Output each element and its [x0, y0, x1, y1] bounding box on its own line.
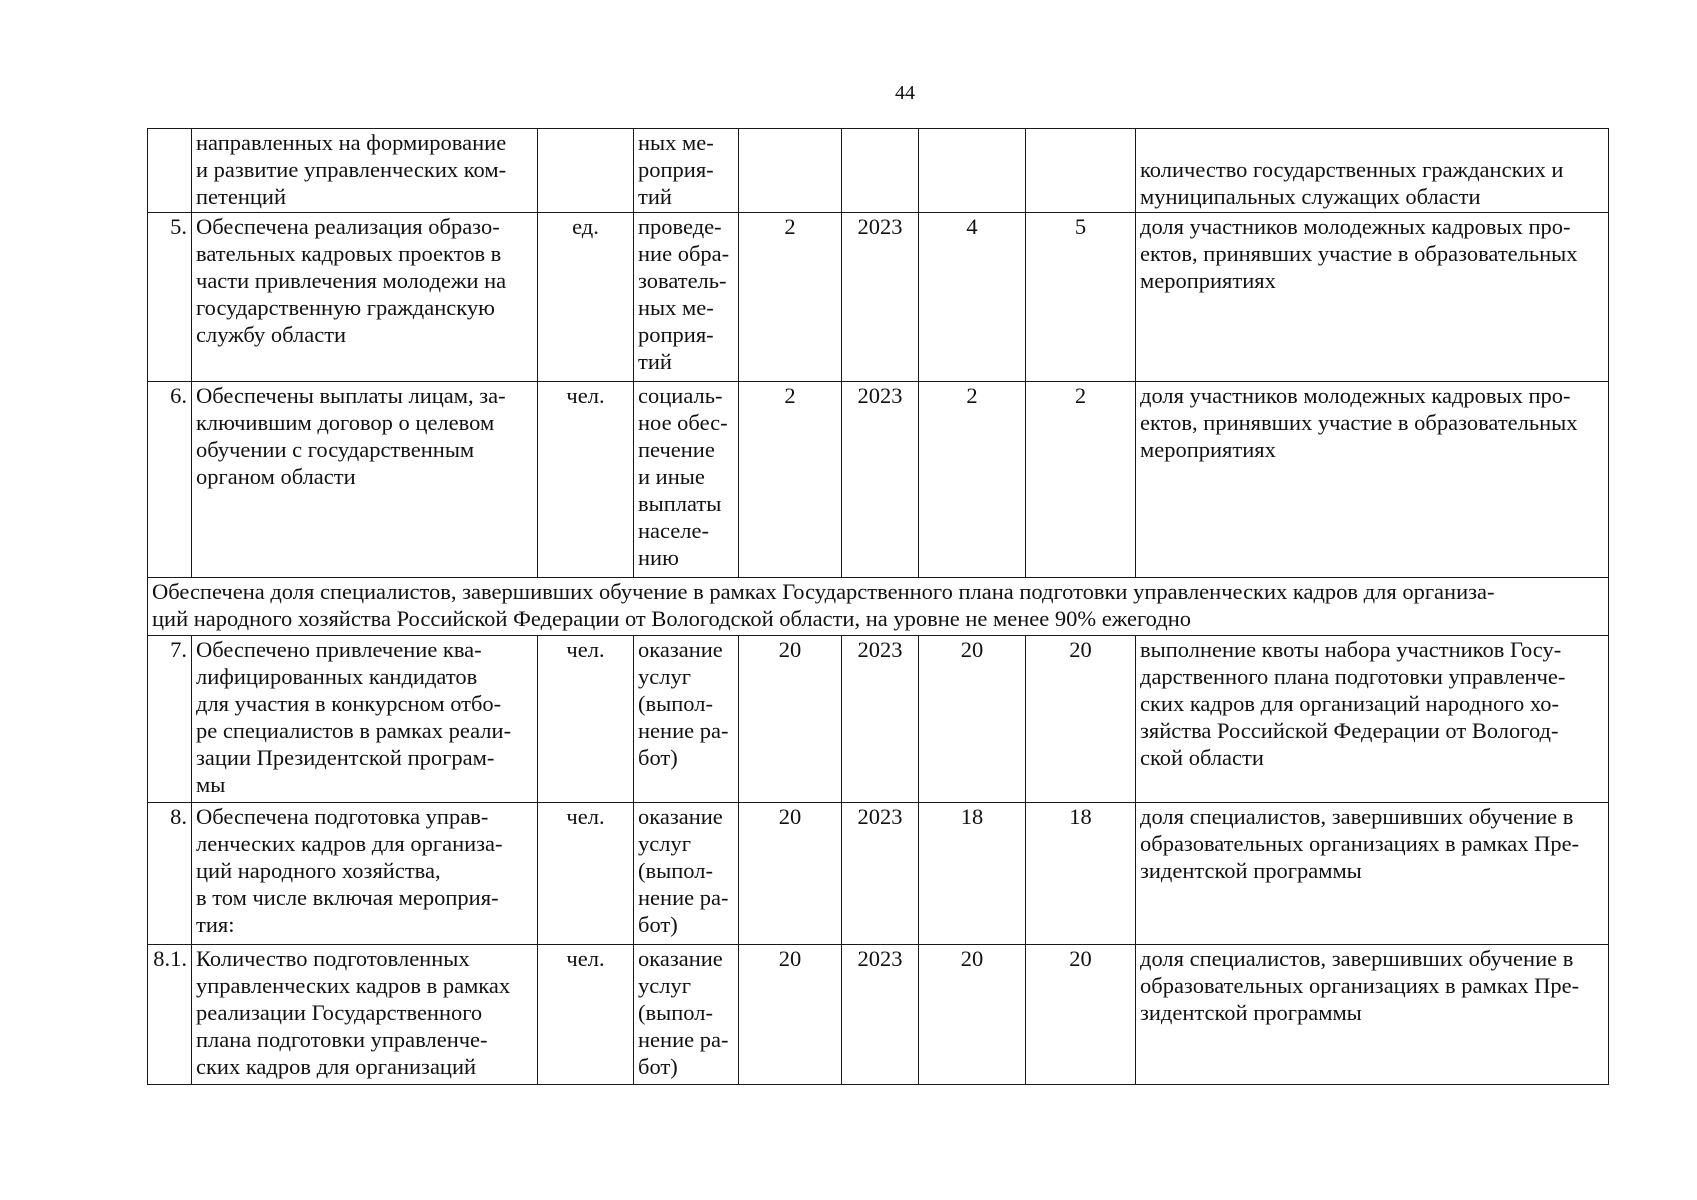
task-name: Обеспечена реализация образо- вательных кадровых проектов в части привлечения молодежи на государственную гражданскую службу области [192, 213, 538, 382]
row-number [148, 129, 192, 213]
unit-cell: чел. [538, 945, 634, 1085]
indicator-link: доля специалистов, завершивших обучение в образовательных организациях в рамках Пре- зидентской программы [1136, 945, 1609, 1085]
indicator-link: доля специалистов, завершивших обучение в образовательных организациях в рамках Пре- зидентской программы [1136, 803, 1609, 945]
base-value: 20 [739, 636, 842, 803]
target-value-2: 18 [1026, 803, 1136, 945]
base-year [842, 129, 919, 213]
result-type: оказание услуг (выпол- нение ра- бот) [634, 945, 739, 1085]
target-value-2 [1026, 129, 1136, 213]
table-row [148, 636, 1609, 803]
section-heading-row [148, 578, 1609, 636]
base-year: 2023 [842, 213, 919, 382]
indicator-link: доля участников молодежных кадровых про- ектов, принявших участие в образовательных мероприятиях [1136, 213, 1609, 382]
row-number: 8. [148, 803, 192, 945]
target-value-1 [919, 129, 1026, 213]
base-year: 2023 [842, 945, 919, 1085]
result-type: оказание услуг (выпол- нение ра- бот) [634, 803, 739, 945]
row-number: 8.1. [148, 945, 192, 1085]
row-number: 5. [148, 213, 192, 382]
base-value: 20 [739, 945, 842, 1085]
task-name: Количество подготовленных управленческих кадров в рамках реализации Государственного плана подготовки управленче- ских кадров для организаций [192, 945, 538, 1085]
target-value-2: 2 [1026, 382, 1136, 578]
table-row [148, 945, 1609, 1085]
base-value: 2 [739, 382, 842, 578]
results-table [147, 128, 1609, 1085]
task-name: Обеспечены выплаты лицам, за- ключившим договор о целевом обучении с государственным органом области [192, 382, 538, 578]
result-type: социаль- ное обес- печение и иные выплаты населе- нию [634, 382, 739, 578]
table-row [148, 382, 1609, 578]
row-number: 7. [148, 636, 192, 803]
unit-cell [538, 129, 634, 213]
target-value-1: 20 [919, 945, 1026, 1085]
indicator-link: доля участников молодежных кадровых про- ектов, принявших участие в образовательных мероприятиях [1136, 382, 1609, 578]
base-value: 2 [739, 213, 842, 382]
base-value: 20 [739, 803, 842, 945]
row-number: 6. [148, 382, 192, 578]
section-heading: Обеспечена доля специалистов, завершивших обучение в рамках Государственного плана подготовки управленческих кадров для организа- ций народного хозяйства Российской Федерации от Вологодской области, на уровне не менее 90% ежегодно [148, 578, 1609, 636]
unit-cell: чел. [538, 636, 634, 803]
unit-cell: чел. [538, 803, 634, 945]
table-row [148, 803, 1609, 945]
task-name: Обеспечено привлечение ква- лифицированных кандидатов для участия в конкурсном отбо- ре специалистов в рамках реали- зации Президентской програм- мы [192, 636, 538, 803]
target-value-2: 20 [1026, 636, 1136, 803]
task-name: Обеспечена подготовка управ- ленческих кадров для организа- ций народного хозяйства, в том числе включая мероприя- тия: [192, 803, 538, 945]
target-value-2: 5 [1026, 213, 1136, 382]
target-value-2: 20 [1026, 945, 1136, 1085]
result-type: проведе- ние обра- зователь- ных ме- роприя- тий [634, 213, 739, 382]
table-row [148, 129, 1609, 213]
base-value [739, 129, 842, 213]
target-value-1: 20 [919, 636, 1026, 803]
target-value-1: 18 [919, 803, 1026, 945]
target-value-1: 4 [919, 213, 1026, 382]
result-type: оказание услуг (выпол- нение ра- бот) [634, 636, 739, 803]
table-row [148, 213, 1609, 382]
task-name: направленных на формирование и развитие управленческих ком- петенций [192, 129, 538, 213]
page-number: 44 [895, 82, 915, 104]
indicator-link: выполнение квоты набора участников Госу- дарственного плана подготовки управленче- ских кадров для организаций народного хо- зяйства Российской Федерации от Вологод- ской области [1136, 636, 1609, 803]
unit-cell: ед. [538, 213, 634, 382]
target-value-1: 2 [919, 382, 1026, 578]
base-year: 2023 [842, 803, 919, 945]
unit-cell: чел. [538, 382, 634, 578]
indicator-link: количество государственных гражданских и муниципальных служащих области [1136, 129, 1609, 213]
base-year: 2023 [842, 636, 919, 803]
base-year: 2023 [842, 382, 919, 578]
result-type: ных ме- роприя- тий [634, 129, 739, 213]
